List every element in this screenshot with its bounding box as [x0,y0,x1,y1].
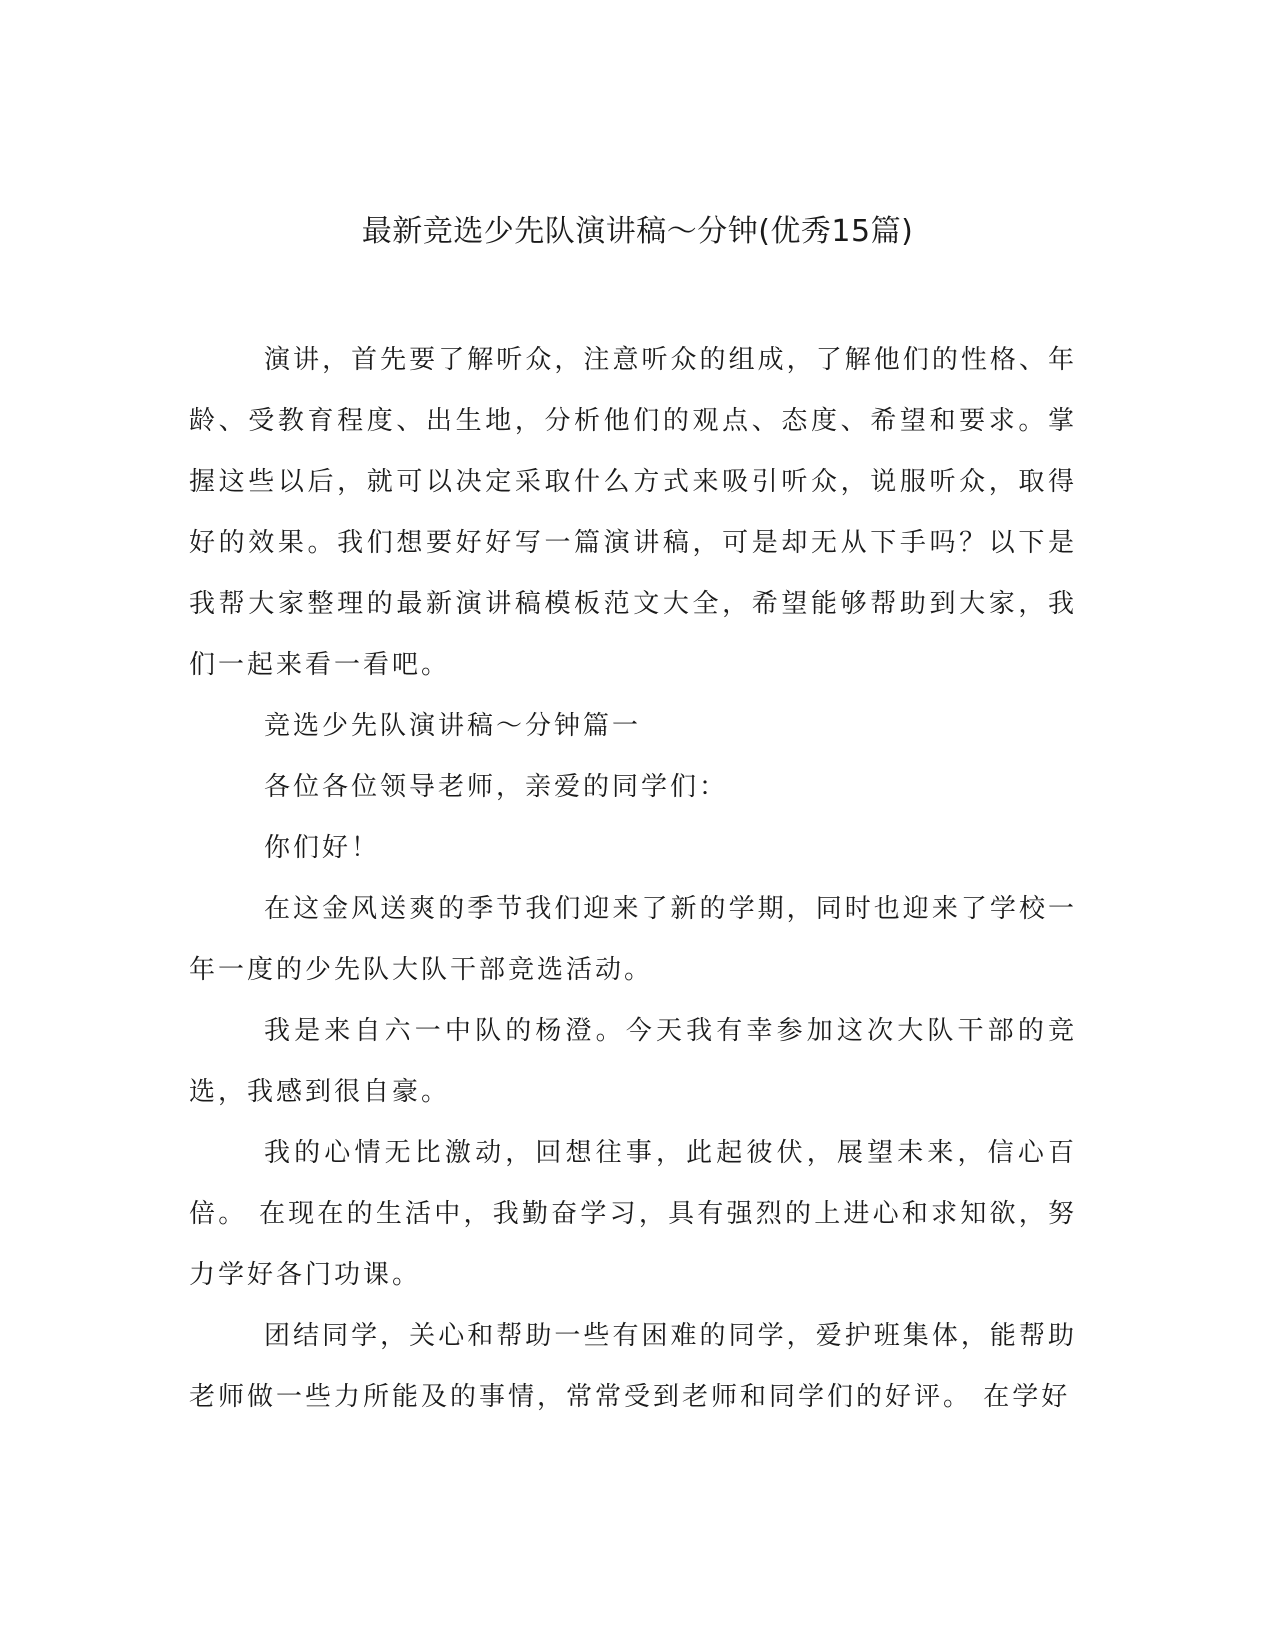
section-heading: 竞选少先队演讲稿～分钟篇一 [264,711,642,741]
paragraph: 在这金风送爽的季节我们迎来了新的学期，同时也迎来了学校一年一度的少先队大队干部竞选活动。 [189,894,1077,985]
paragraph: 我的心情无比激动，回想往事，此起彼伏，展望未来，信心百倍。 在现在的生活中，我勤奋学习，具有强烈的上进心和求知欲，努力学好各门功课。 [189,1138,1077,1290]
paragraph: 我是来自六一中队的杨澄。今天我有幸参加这次大队干部的竞选，我感到很自豪。 [189,1016,1077,1107]
greeting: 你们好！ [264,833,381,863]
document-title: 最新竞选少先队演讲稿～分钟(优秀15篇) [361,214,914,249]
paragraph: 演讲，首先要了解听众，注意听众的组成，了解他们的性格、年龄、受教育程度、出生地，分析他们的观点、态度、希望和要求。掌握这些以后，就可以决定采取什么方式来吸引听众，说服听众，取得好的效果。我们想要好好写一篇演讲稿，可是却无从下手吗？以下是我帮大家整理的最新演讲稿模板范文大全，希望能够帮助到大家，我们一起来看一看吧。 [189,345,1077,680]
document-body [189,330,1077,1428]
salutation: 各位各位领导老师，亲爱的同学们： [264,772,729,802]
paragraph: 团结同学，关心和帮助一些有困难的同学，爱护班集体，能帮助老师做一些力所能及的事情，常常受到老师和同学们的好评。 在学好 [189,1321,1077,1412]
